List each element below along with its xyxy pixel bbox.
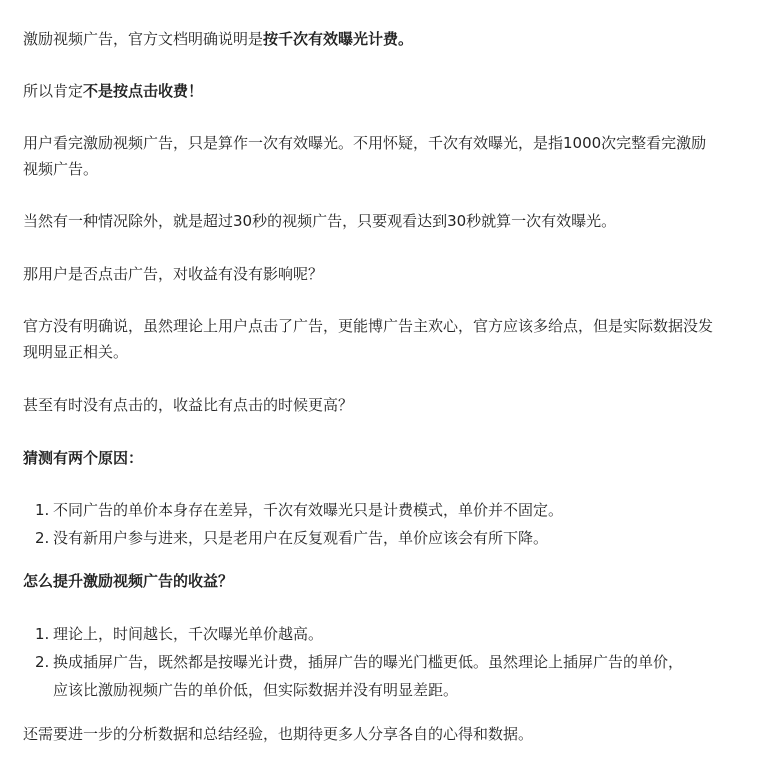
paragraph-official-line-2: 现明显正相关。 (23, 343, 129, 361)
heading-reasons (23, 445, 765, 471)
paragraph-exposure (23, 130, 765, 182)
list-item-text-line-2: 应该比激励视频广告的单价低，但实际数据并没有明显差距。 (53, 681, 459, 699)
list-item-number: 2. (35, 529, 50, 547)
list-item (23, 524, 765, 552)
heading-reasons-text: 猜测有两个原因： (23, 449, 144, 467)
list-item-number: 1. (35, 625, 50, 643)
paragraph-billing-text: 激励视频广告，官方文档明确说明是 (23, 30, 264, 48)
list-item-text: 理论上，时间越长，千次曝光单价越高。 (53, 625, 324, 643)
paragraph-not-click-bold: 不是按点击收费！ (83, 82, 204, 100)
paragraph-exception-text: 当然有一种情况除外，就是超过30秒的视频广告，只要观看达到30秒就算一次有效曝光。 (23, 212, 617, 230)
paragraph-not-click (23, 78, 765, 104)
paragraph-question-text: 那用户是否点击广告，对收益有没有影响呢？ (23, 265, 324, 283)
list-item-number: 2. (35, 653, 50, 671)
paragraph-not-click-text: 所以肯定 (23, 82, 84, 100)
list-item (23, 620, 765, 648)
paragraph-billing-bold: 按千次有效曝光计费。 (263, 30, 414, 48)
list-item-text: 没有新用户参与进来，只是老用户在反复观看广告，单价应该会有所下降。 (53, 529, 549, 547)
list-item (23, 648, 765, 704)
list-reasons (23, 496, 765, 552)
heading-improve (23, 568, 765, 594)
paragraph-conclusion (23, 721, 765, 747)
list-item-text-line-1: 换成插屏广告，既然都是按曝光计费，插屏广告的曝光门槛更低。虽然理论上插屏广告的单价， (53, 653, 684, 671)
list-item-text: 不同广告的单价本身存在差异，千次有效曝光只是计费模式，单价并不固定。 (53, 501, 564, 519)
paragraph-question (23, 261, 765, 287)
paragraph-conclusion-text: 还需要进一步的分析数据和总结经验，也期待更多人分享各自的心得和数据。 (23, 725, 534, 743)
paragraph-exception (23, 208, 765, 234)
heading-improve-text: 怎么提升激励视频广告的收益？ (23, 572, 234, 590)
paragraph-exposure-line-1: 用户看完激励视频广告，只是算作一次有效曝光。不用怀疑，千次有效曝光，是指1000次完整看完激励 (23, 134, 707, 152)
paragraph-official-line-1: 官方没有明确说，虽然理论上用户点击了广告，更能博广告主欢心，官方应该多给点，但是实际数据没发 (23, 317, 714, 335)
paragraph-billing (23, 26, 765, 52)
paragraph-exposure-line-2: 视频广告。 (23, 160, 99, 178)
list-item (23, 496, 765, 524)
paragraph-no-click-text: 甚至有时没有点击的，收益比有点击的时候更高？ (23, 396, 354, 414)
list-item-number: 1. (35, 501, 50, 519)
paragraph-no-click (23, 392, 765, 418)
list-improve (23, 620, 765, 704)
paragraph-official (23, 313, 765, 365)
